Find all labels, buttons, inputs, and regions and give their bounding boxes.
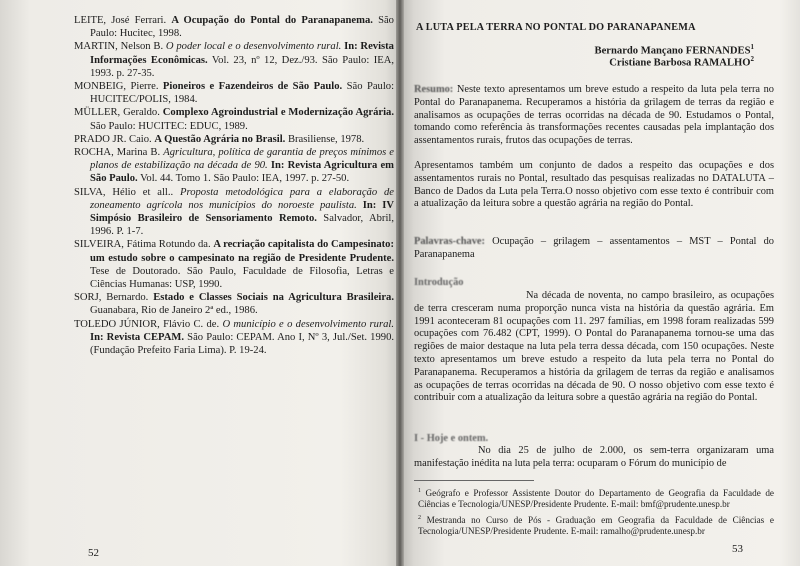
reference-author: ROCHA, Marina B. xyxy=(74,147,164,159)
reference-details: Tese de Doutorado. São Paulo, Faculdade de Filosofia, Letras e Ciências Humanas: USP, 1990. xyxy=(90,265,394,291)
reference-entry xyxy=(74,106,394,132)
reference-entry xyxy=(74,133,394,146)
reference-details: Brasiliense, 1978. xyxy=(285,133,365,145)
footnote-2-mark: 2 xyxy=(418,515,421,521)
reference-title: A Questão Agrária no Brasil. xyxy=(154,133,286,145)
section-paragraph: No dia 25 de julho de 2.000, os sem-terra organizaram uma manifestação inédita na luta pela terra: ocuparam o Fórum do município de xyxy=(414,445,774,469)
reference-author: MARTIN, Nelson B. xyxy=(74,41,166,53)
reference-details: São Paulo: HUCITEC: EDUC, 1989. xyxy=(90,120,248,132)
reference-title: In: Revista Agricultura em São Paulo. xyxy=(90,160,394,185)
page-number-right: 53 xyxy=(732,543,743,555)
reference-entry xyxy=(74,80,394,106)
page-number-left: 52 xyxy=(88,547,99,559)
reference-work: Proposta metodológica para a elaboração de zoneamento agrícola nos municípios do noroeste paulista. xyxy=(90,186,394,211)
reference-work: O município e o desenvolvimento rural. xyxy=(222,318,394,330)
author-2-footnote-mark: 2 xyxy=(750,55,754,63)
reference-details: Vol. 23, nº 12, Dez./93. São Paulo: IEA, 1993. p. 27-35. xyxy=(90,54,394,79)
abstract-paragraph-2: Apresentamos também um conjunto de dados a respeito das ocupações e dos assentamentos rurais no Pontal, resultado das pesquisas realizadas no DATALUTA – Banco de Dados da Luta pela Terra.O nosso objetivo com esse texto é contribuir com a atualização da leitura sobre a questão agrária na região do Pontal. xyxy=(414,160,774,210)
author-1-name: Bernardo Mançano FERNANDES xyxy=(594,45,751,57)
reference-title: In: IV Simpósio Brasileiro de Sensoriamento Remoto. xyxy=(90,199,394,225)
abstract-label: Resumo: xyxy=(414,84,454,95)
footnote-2 xyxy=(418,513,774,537)
reference-title: Complexo Agroindustrial e Modernização Agrária. xyxy=(162,107,394,119)
reference-entry xyxy=(74,40,394,80)
reference-details: Vol. 44. Tomo 1. São Paulo: IEA, 1997. p. 27-50. xyxy=(137,173,350,185)
reference-author: SILVA, Hélio et all.. xyxy=(74,186,181,198)
reference-author: TOLEDO JÚNIOR, Flávio C. de. xyxy=(74,318,223,330)
reference-title: A Ocupação do Pontal do Paranapanema. xyxy=(171,15,373,26)
introduction-heading: Introdução xyxy=(414,277,464,288)
footnote-1-text: Geógrafo e Professor Assistente Doutor do Departamento de Geografia da Faculdade de Ciências e Tecnologia/UNESP/Presidente Prudente. E-mail: bmf@prudente.unesp.br xyxy=(418,488,774,510)
footnote-2-text: Mestranda no Curso de Pós - Graduação em Geografia da Faculdade de Ciências e Tecnologia/UNESP/Presidente Prudente. E-mail: ramalho@prudente.unesp.br xyxy=(418,515,774,537)
introduction-paragraph: Na década de noventa, no campo brasileiro, as ocupações de terra cresceram numa proporção nunca vista na história da questão agrária. Em 1991 aconteceram 81 ocupações com 11. 297 famílias, em 1998 foram realizadas 599 ocupações com 76.482 (CPT, 1999). O Pontal do Paranapanema tornou-se uma das regiões de maior destaque na luta pela terra dessa década, com 150 ocupações. Neste texto apresentamos um breve estudo a respeito da luta pela terra no Pontal do Paranapanema. Recuperamos a história da grilagem de terras da região e analisamos as ocupações de terras ocorridas na década de 90. O nosso objetivo com esse texto é contribuir com a atualização da leitura sobre a questão agrária na região do Pontal. xyxy=(414,290,774,404)
reference-author: PRADO JR. Caio. xyxy=(74,133,155,145)
reference-work: O poder local e o desenvolvimento rural. xyxy=(165,41,342,53)
reference-entry xyxy=(74,146,394,186)
footnote-1-mark: 1 xyxy=(418,488,421,494)
reference-details: Guanabara, Rio de Janeiro 2ª ed., 1986. xyxy=(90,305,258,317)
keywords-paragraph xyxy=(414,236,774,262)
reference-work: Agricultura, política de garantia de preços mínimos e planos de estabilização na década de 90. xyxy=(90,147,395,172)
author-2-name: Cristiane Barbosa RAMALHO xyxy=(609,57,751,69)
reference-author: LEITE, José Ferrari. xyxy=(74,15,172,26)
reference-title: Pioneiros e Fazendeiros de São Paulo. xyxy=(162,81,343,93)
reference-author: MÜLLER, Geraldo. xyxy=(74,107,163,119)
article-title: A LUTA PELA TERRA NO PONTAL DO PARANAPANEMA xyxy=(416,22,696,33)
footnote-rule xyxy=(414,480,534,481)
reference-entry xyxy=(74,291,394,317)
reference-details: São Paulo: HUCITEC/POLIS, 1984. xyxy=(90,81,395,106)
reference-entry xyxy=(74,238,394,291)
reference-details: São Paulo: CEPAM. Ano I, Nº 3, Jul./Set. 1990. (Fundação Prefeito Faria Lima). P. 19-24. xyxy=(90,331,395,357)
reference-entry xyxy=(74,186,394,239)
keywords-label: Palavras-chave: xyxy=(414,236,485,247)
reference-list xyxy=(74,14,394,357)
reference-author: SILVEIRA, Fátima Rotundo da. xyxy=(74,239,214,251)
footnote-1 xyxy=(418,486,774,510)
reference-title: A recriação capitalista do Campesinato: um estudo sobre o campesinato na região de Presidente Prudente. xyxy=(90,239,394,264)
reference-details: São Paulo: Hucitec, 1998. xyxy=(90,15,394,40)
keywords-text: Ocupação – grilagem – assentamentos – MST – Pontal do Paranapanema xyxy=(414,236,774,260)
reference-entry xyxy=(74,318,394,358)
reference-title: In: Revista Informações Econômicas. xyxy=(90,41,394,66)
reference-title: In: Revista CEPAM. xyxy=(90,331,185,343)
abstract-paragraph xyxy=(414,84,774,148)
reference-entry xyxy=(74,14,394,40)
author-1-footnote-mark: 1 xyxy=(750,43,754,51)
book-gutter xyxy=(396,0,404,566)
author-2 xyxy=(609,55,754,69)
reference-details: Salvador, Abril, 1996. P. 1-7. xyxy=(90,213,394,238)
abstract-text: Neste texto apresentamos um breve estudo a respeito da luta pela terra no Pontal do Paranapanema. Recuperamos a história da grilagem de terras da região e analisamos as ocupações de terras ocorridas na década de 90. Estudamos o Pontal, tomando como referência às transformações recentes causadas pela implantação dos assentamentos rurais, frutos das ocupações de terras. xyxy=(414,84,774,147)
section-heading: I - Hoje e ontem. xyxy=(414,433,489,444)
reference-author: MONBEIG, Pierre. xyxy=(74,81,163,93)
reference-title: Estado e Classes Sociais na Agricultura Brasileira. xyxy=(153,292,394,304)
reference-author: SORJ, Bernardo. xyxy=(74,292,154,304)
